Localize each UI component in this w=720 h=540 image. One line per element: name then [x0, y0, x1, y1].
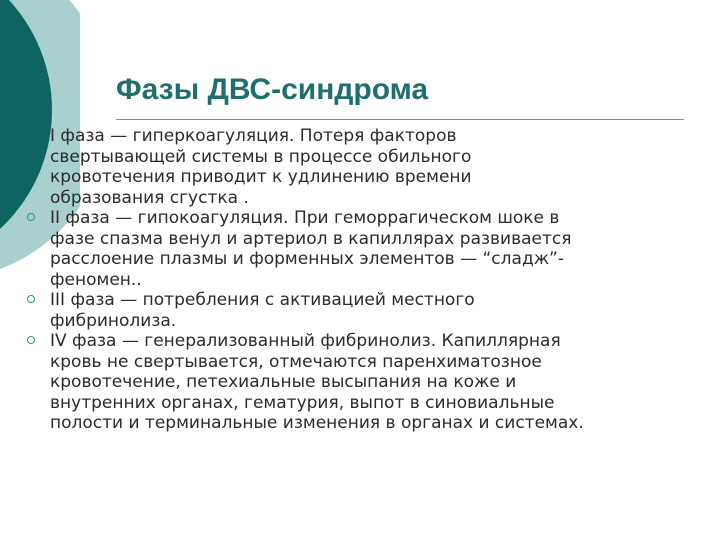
title-divider [116, 119, 684, 120]
text-line: образования сгустка . [50, 187, 249, 208]
bullet-circle-icon [27, 295, 35, 303]
phase-list [0, 126, 720, 434]
list-item-phase-2 [0, 208, 700, 290]
text-line: III фаза — потребления с активацией местного [50, 290, 475, 310]
list-item-phase-1 [0, 126, 700, 208]
text-line: I фаза — гиперкоагуляция. Потеря факторов [50, 126, 457, 146]
text-line: расслоение плазмы и форменных элементов — “сладж”- [50, 249, 564, 269]
text-line: кровь не свертывается, отмечаются паренхиматозное [50, 351, 542, 372]
text-line: II фаза — гипокоагуляция. При геморрагическом шоке в [50, 208, 560, 228]
text-line: кровотечения приводит к удлинению времени [50, 167, 472, 187]
list-item-phase-3 [0, 290, 700, 331]
list-item-phase-4 [0, 331, 700, 434]
text-line: кровотечение, петехиальные высыпания на коже и [50, 372, 517, 392]
text-line: фазе спазма венул и артериол в капиллярах развивается [50, 228, 572, 249]
bullet-circle-icon [27, 336, 35, 344]
text-line: полости и терминальные изменения в органах и системах. [50, 413, 584, 433]
bullet-circle-icon [27, 213, 35, 221]
text-line: феномен.. [50, 269, 142, 290]
slide-title: Фазы ДВС-синдрома [116, 73, 429, 106]
text-line: фибринолиза. [50, 310, 177, 331]
text-line: внутренних органах, гематурия, выпот в синовиальные [50, 392, 555, 413]
text-line: IV фаза — генерализованный фибринолиз. Капиллярная [50, 331, 561, 351]
text-line: свертывающей системы в процессе обильного [50, 146, 472, 167]
